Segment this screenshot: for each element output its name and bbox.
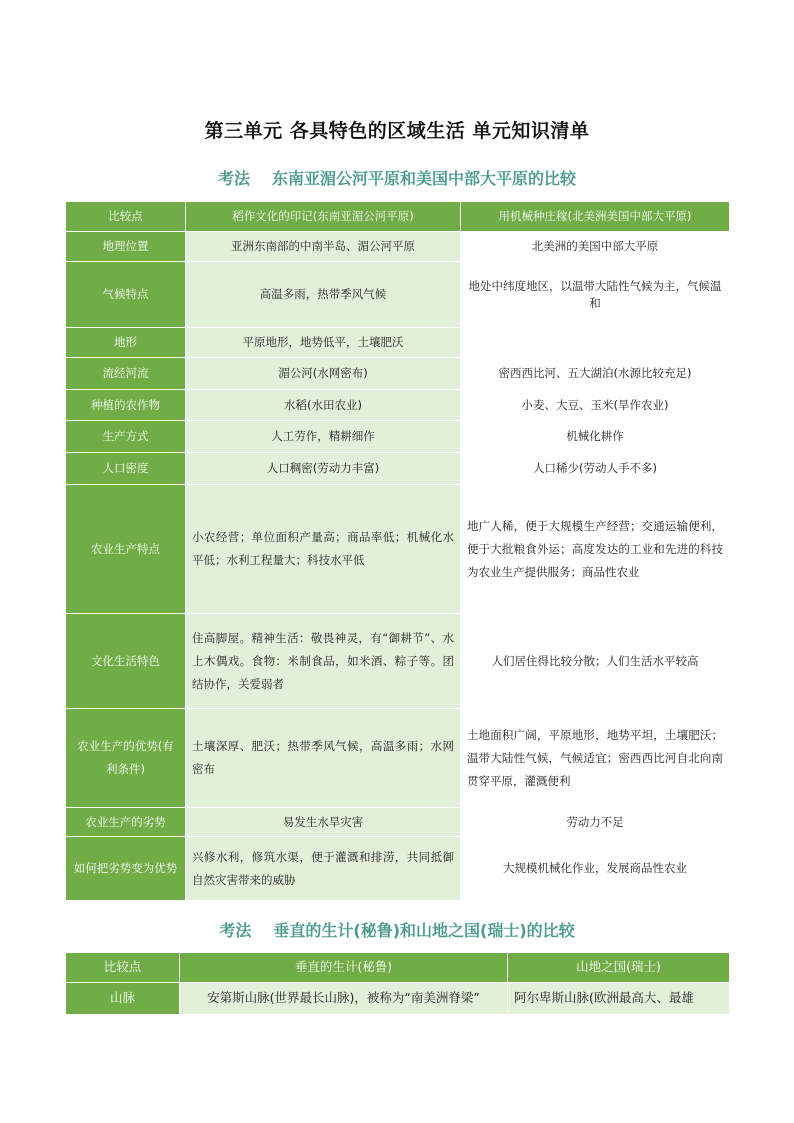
section-heading-2 [0, 918, 794, 941]
table-cell: 大规模机械化作业，发展商品性农业 [461, 837, 730, 901]
table-cell: 密西西比河、五大湖泊(水源比较充足) [461, 358, 730, 390]
table-row [66, 453, 730, 485]
page-title: 第三单元 各具特色的区域生活 单元知识清单 [204, 120, 590, 142]
row-header: 气候特点 [66, 262, 186, 328]
table-cell: 土地面积广阔，平原地形，地势平坦，土壤肥沃；温带大陆性气候，气候适宜；密西西比河自北向南贯穿平原，灌溉便利 [461, 709, 730, 808]
row-header: 种植的农作物 [66, 390, 186, 421]
table-row [66, 390, 730, 421]
table-cell: 平原地形，地势低平，土壤肥沃 [186, 328, 461, 358]
header-cell: 山地之国(瑞士) [508, 953, 730, 983]
table-cell: 机械化耕作 [461, 421, 730, 453]
row-header: 如何把劣势变为优势 [66, 837, 186, 901]
table-row [66, 421, 730, 453]
header-cell: 比较点 [66, 202, 186, 232]
row-header: 人口密度 [66, 453, 186, 485]
table-row [66, 358, 730, 390]
table-cell: 阿尔卑斯山脉(欧洲最高大、最雄 [508, 983, 730, 1015]
table-cell: 水稻(水田农业) [186, 390, 461, 421]
table-header-row [66, 953, 730, 983]
table-row [66, 837, 730, 901]
header-cell: 稻作文化的印记(东南亚湄公河平原) [186, 202, 461, 232]
table-cell: 人工劳作，精耕细作 [186, 421, 461, 453]
table-cell: 湄公河(水网密布) [186, 358, 461, 390]
row-header: 农业生产的劣势 [66, 808, 186, 837]
table-cell: 兴修水利，修筑水渠，便于灌溉和排涝，共同抵御自然灾害带来的威胁 [186, 837, 461, 901]
table-cell: 高温多雨，热带季风气候 [186, 262, 461, 328]
table-row [66, 983, 730, 1015]
table-row [66, 232, 730, 262]
table-cell: 安第斯山脉(世界最长山脉)，被称为“南美洲脊梁” [180, 983, 508, 1015]
table-row [66, 709, 730, 808]
table-row [66, 262, 730, 328]
row-header: 地形 [66, 328, 186, 358]
table-cell: 土壤深厚、肥沃；热带季风气候，高温多雨；水网密布 [186, 709, 461, 808]
section-title: 东南亚湄公河平原和美国中部大平原的比较 [272, 169, 577, 188]
row-header: 农业生产特点 [66, 485, 186, 614]
section-title: 垂直的生计(秘鲁)和山地之国(瑞士)的比较 [273, 921, 575, 940]
table-cell: 北美洲的美国中部大平原 [461, 232, 730, 262]
table-cell: 易发生水旱灾害 [186, 808, 461, 837]
section-heading-1 [0, 166, 794, 189]
row-header: 山脉 [66, 983, 180, 1015]
section-label: 考法 [219, 921, 252, 940]
table-row [66, 808, 730, 837]
table-row [66, 328, 730, 358]
table-cell: 住高脚屋。精神生活：敬畏神灵，有“御耕节”、水上木偶戏。食物：米制食品，如米酒、粽子等。团结协作，关爱弱者 [186, 614, 461, 709]
row-header: 流经河流 [66, 358, 186, 390]
comparison-table-1 [65, 201, 730, 901]
header-cell: 用机械种庄稼(北美洲美国中部大平原) [461, 202, 730, 232]
table-cell: 地处中纬度地区，以温带大陆性气候为主，气候温和 [461, 262, 730, 328]
table-header-row [66, 202, 730, 232]
comparison-table-2 [65, 952, 730, 1015]
header-cell: 比较点 [66, 953, 180, 983]
row-header: 农业生产的优势(有利条件) [66, 709, 186, 808]
table-cell: 小农经营；单位面积产量高；商品率低；机械化水平低；水利工程量大；科技水平低 [186, 485, 461, 614]
row-header: 地理位置 [66, 232, 186, 262]
table-cell: 劳动力不足 [461, 808, 730, 837]
row-header: 生产方式 [66, 421, 186, 453]
table-cell: 亚洲东南部的中南半岛、湄公河平原 [186, 232, 461, 262]
table-row [66, 485, 730, 614]
section-label: 考法 [217, 169, 250, 188]
row-header: 文化生活特色 [66, 614, 186, 709]
table-cell: 小麦、大豆、玉米(旱作农业) [461, 390, 730, 421]
table-cell [461, 328, 730, 358]
header-cell: 垂直的生计(秘鲁) [180, 953, 508, 983]
table-cell: 人口稠密(劳动力丰富) [186, 453, 461, 485]
table-cell: 地广人稀，便于大规模生产经营；交通运输便利，便于大批粮食外运；高度发达的工业和先进的科技为农业生产提供服务；商品性农业 [461, 485, 730, 614]
table-row [66, 614, 730, 709]
table-cell: 人口稀少(劳动人手不多) [461, 453, 730, 485]
table-cell: 人们居住得比较分散；人们生活水平较高 [461, 614, 730, 709]
